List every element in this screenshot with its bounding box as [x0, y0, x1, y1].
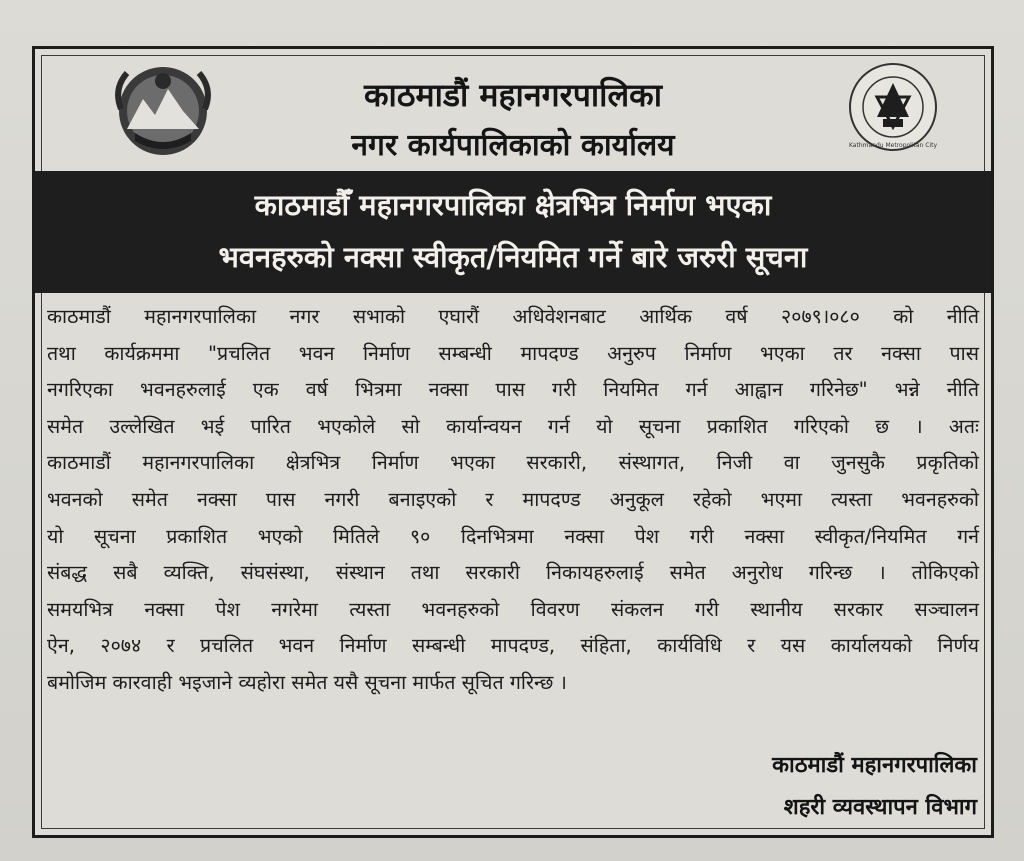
office-name: नगर कार्यपालिकाको कार्यालय	[351, 128, 675, 163]
body-line: नगरिएका भवनहरुलाई एक वर्ष भित्रमा नक्सा पास गरी नियमित गर्न आह्वान गरिनेछ" भन्ने नीति	[47, 378, 979, 402]
body-line: भवनको समेत नक्सा पास नगरी बनाइएको र मापदण्ड अनुकूल रहेको भएमा त्यस्ता भवनहरुको	[47, 487, 979, 511]
subject-line-2: भवनहरुको नक्सा स्वीकृत/नियमित गर्ने बारे जरुरी सूचना	[218, 240, 808, 274]
body-line: काठमाडौं महानगरपालिका नगर सभाको एघारौं अधिवेशनबाट आर्थिक वर्ष २०७९।०८० को नीति	[47, 305, 979, 328]
body-line: समयभित्र नक्सा पेश नगरेमा त्यस्ता भवनहरुको विवरण संकलन गरी स्थानीय सरकार सञ्चालन	[47, 597, 979, 621]
body-line: काठमाडौं महानगरपालिका क्षेत्रभित्र निर्माण भएका सरकारी, संस्थागत, निजी वा जुनसुकै प्रकृतिको	[47, 451, 979, 475]
signature-department: शहरी व्यवस्थापन विभाग	[783, 795, 977, 820]
notice-body	[47, 299, 979, 702]
kathmandu-metropolitan-city-seal-icon	[847, 61, 939, 153]
body-line: तथा कार्यक्रममा "प्रचलित भवन निर्माण सम्बन्धी मापदण्ड अनुरुप निर्माण भएका तर नक्सा पास	[47, 341, 979, 365]
notice-header	[35, 49, 991, 169]
organization-name: काठमाडौं महानगरपालिका	[363, 76, 663, 114]
body-line: ऐन, २०७४ र प्रचलित भवन निर्माण सम्बन्धी मापदण्ड, संहिता, कार्यविधि र यस कार्यालयको निर्णय	[47, 634, 979, 658]
subject-banner	[35, 171, 991, 293]
seal-text: Kathmandu Metropolitan City	[848, 142, 938, 149]
body-line: संबद्ध सबै व्यक्ति, संघसंस्था, संस्थान तथा सरकारी निकायहरुलाई समेत अनुरोध गरिन्छ । तोकिएको	[47, 561, 979, 585]
body-line: बमोजिम कारवाही भइजाने व्यहोरा समेत यसै सूचना मार्फत सूचित गरिन्छ ।	[47, 670, 567, 694]
body-line: यो सूचना प्रकाशित भएको मितिले ९० दिनभित्रमा नक्सा पेश गरी नक्सा स्वीकृत/नियमित गर्न	[47, 524, 979, 548]
public-notice	[32, 46, 994, 838]
body-line: समेत उल्लेखित भई पारित भएकोले सो कार्यान्वयन गर्न यो सूचना प्रकाशित गरिएको छ । अतः	[47, 414, 979, 438]
signature-organization: काठमाडौं महानगरपालिका	[772, 753, 977, 778]
subject-line-1: काठमाडौँ महानगरपालिका क्षेत्रभित्र निर्माण भएका	[254, 188, 772, 222]
